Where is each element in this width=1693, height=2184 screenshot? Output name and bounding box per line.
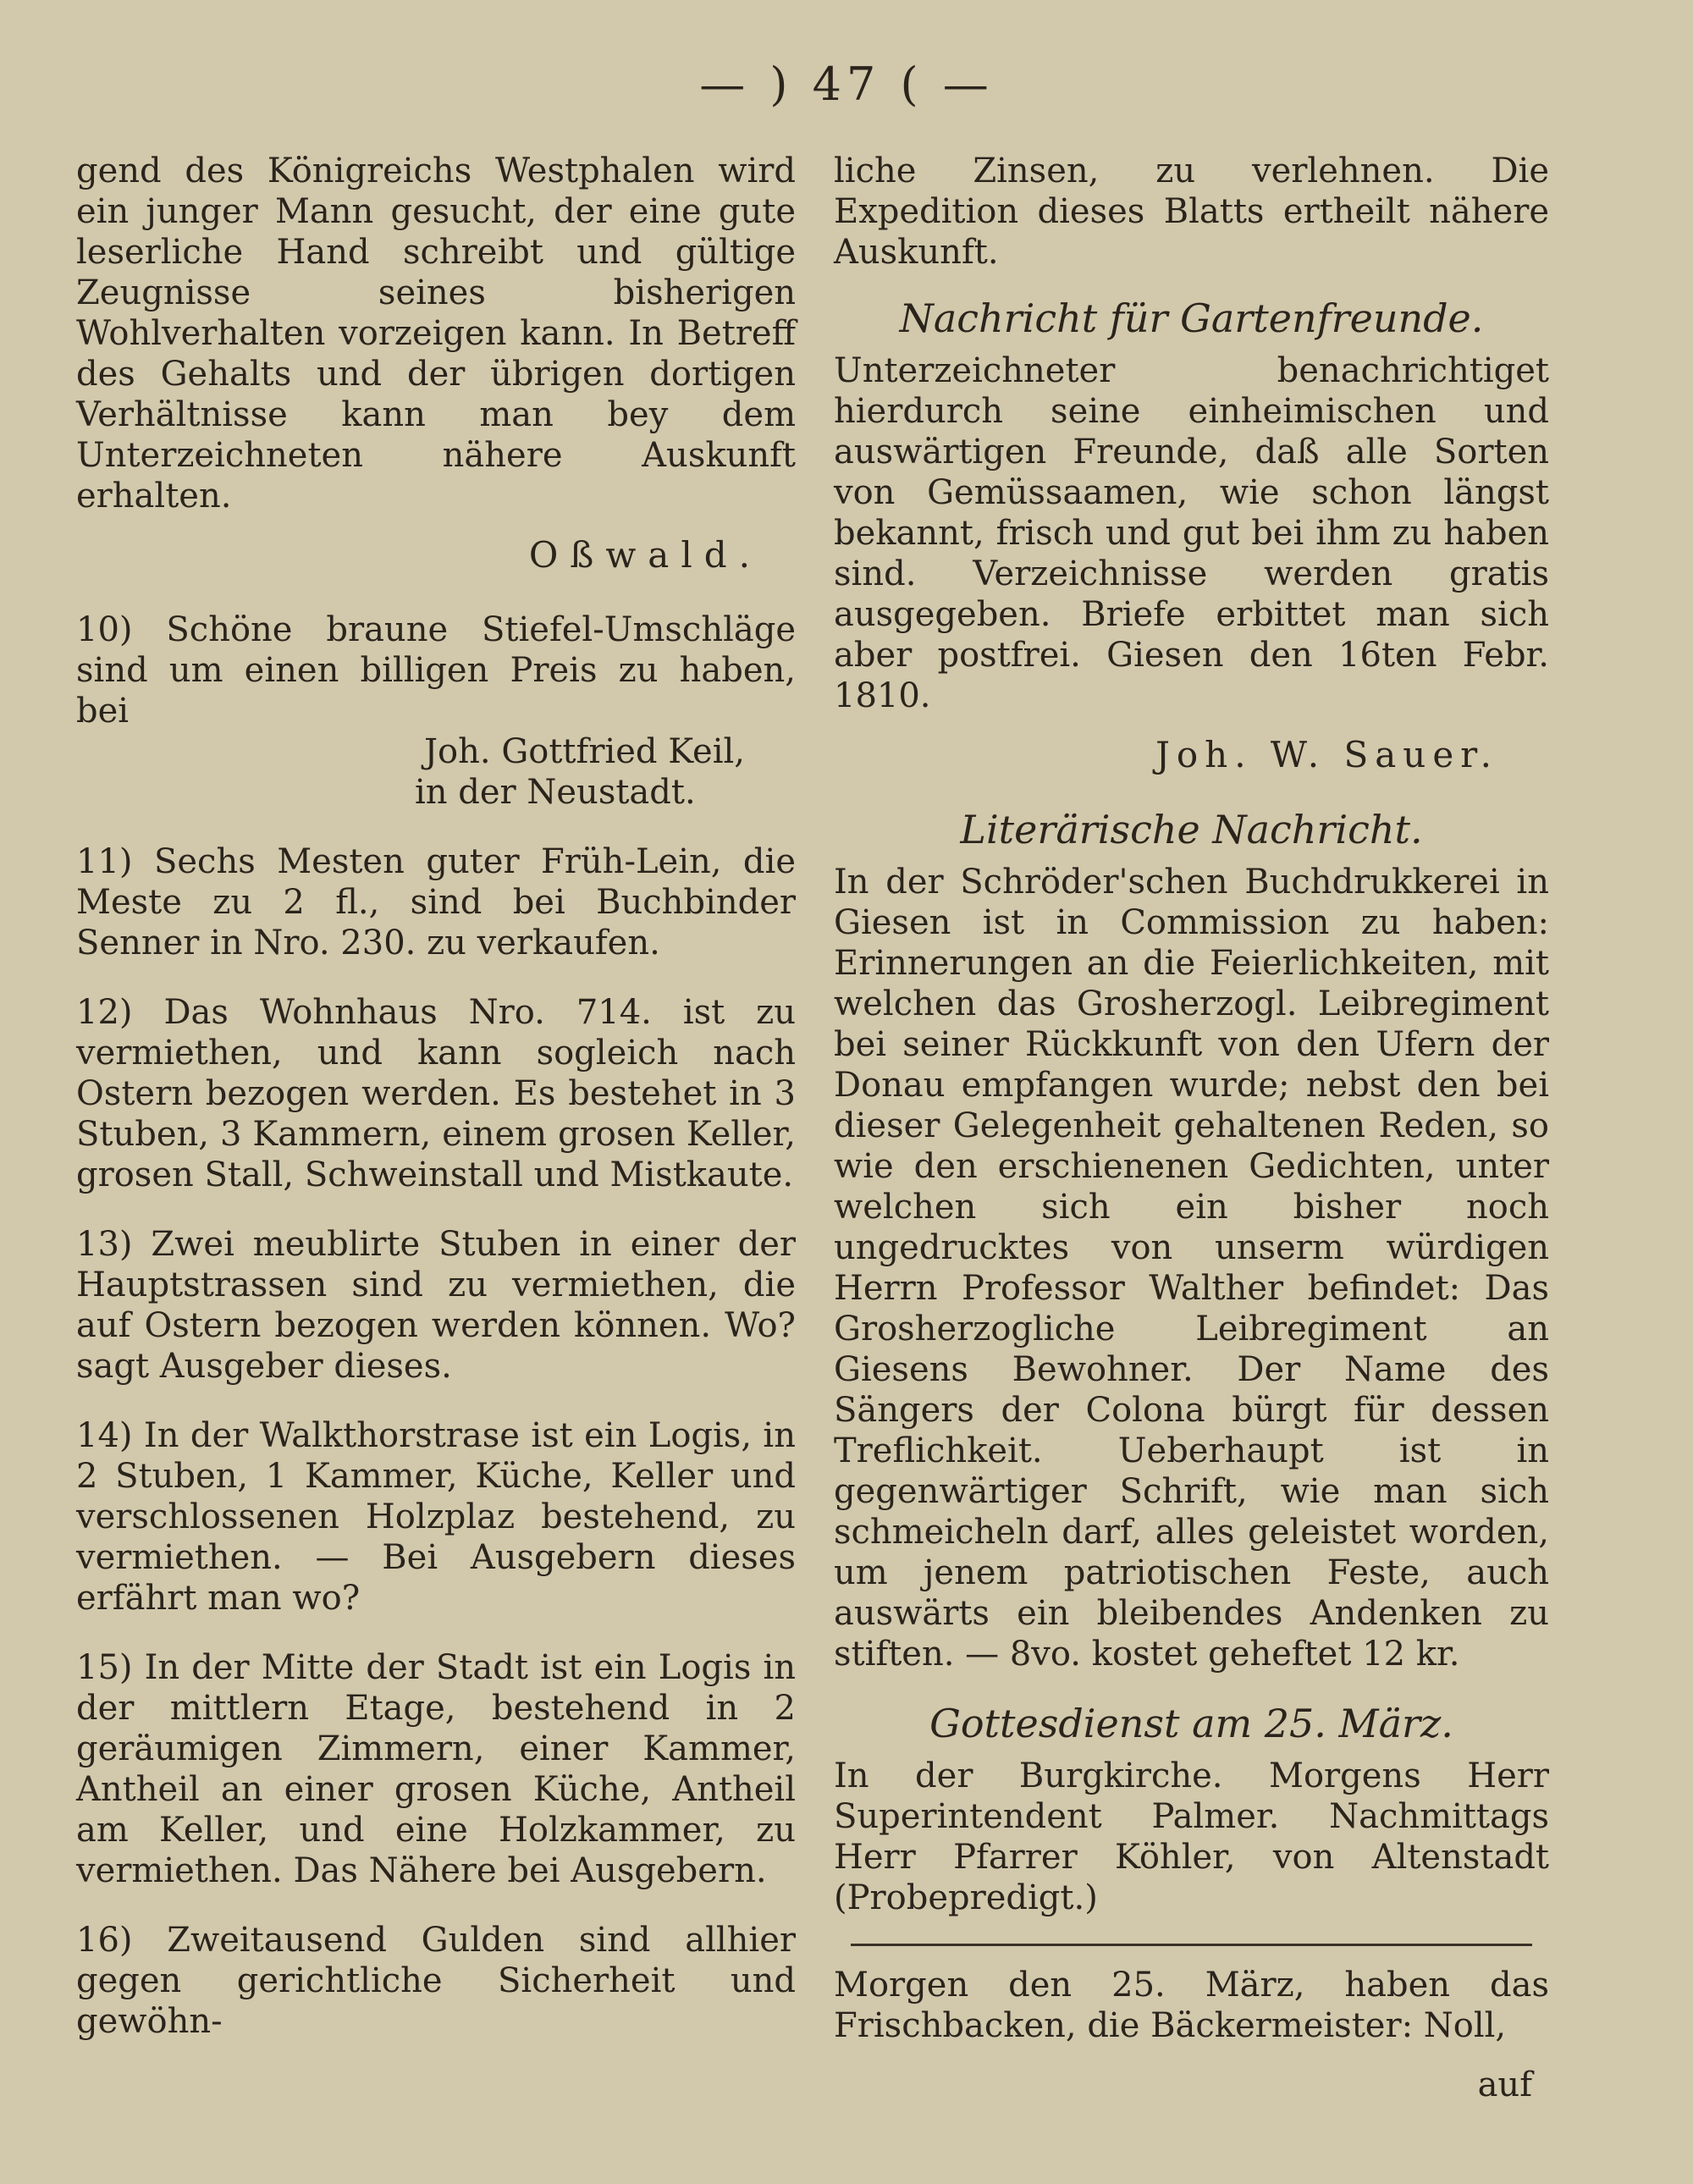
heading-gottesdienst: Gottesdienst am 25. März. — [929, 1701, 1453, 1746]
ad-10-name: Joh. Gottfried Keil, — [424, 732, 745, 771]
ad-12: 12) Das Wohnhaus Nro. 714. ist zu vermiethen, und kann sogleich nach Ostern bezogen werden. Es bestehet in 3 Stuben, 3 Kammern, einem grosen Keller, grosen Stall, Schweinstall und Mistkaute. — [76, 993, 796, 1194]
signature-sauer: Joh. W. Sauer. — [1155, 734, 1498, 775]
notice-service: In der Burgkirche. Morgens Herr Superintendent Palmer. Nachmittags Herr Pfarrer Köhler, von Altenstadt (Probepredigt.) — [834, 1757, 1549, 1917]
ad-10-text: 10) Schöne braune Stiefel-Umschläge sind um einen billigen Preis zu haben, bei — [76, 610, 796, 731]
ad-16-continuation: liche Zinsen, zu verlehnen. Die Expedition dieses Blatts ertheilt nähere Auskunft. — [834, 152, 1549, 272]
page-number-header: — ) 47 ( — — [699, 58, 994, 111]
ad-14: 14) In der Walkthorstrase ist ein Logis, in 2 Stuben, 1 Kammer, Küche, Keller und verschlossenen Holzplaz bestehend, zu vermiethen. — Bei Ausgebern dieses erfährt man wo? — [76, 1416, 796, 1618]
ad-10 — [76, 609, 796, 813]
ad-16: 16) Zweitausend Gulden sind allhier gegen gerichtliche Sicherheit und gewöhn- — [76, 1921, 796, 2041]
signature-oswald: Oßwald. — [528, 534, 762, 576]
right-column — [834, 151, 1549, 2105]
ad-13: 13) Zwei meublirte Stuben in einer der Hauptstrassen sind zu vermiethen, die auf Ostern bezogen werden können. Wo? sagt Ausgeber dieses. — [76, 1225, 796, 1386]
ad-10-place: in der Neustadt. — [415, 773, 696, 812]
heading-gartenfreunde: Nachricht für Gartenfreunde. — [899, 295, 1484, 341]
left-column — [76, 151, 796, 2071]
heading-literary: Literärische Nachricht. — [960, 807, 1423, 852]
ad-11: 11) Sechs Mesten guter Früh-Lein, die Meste zu 2 fl., sind bei Buchbinder Senner in Nro. 230. zu verkaufen. — [76, 842, 796, 962]
ad-15: 15) In der Mitte der Stadt ist ein Logis in der mittlern Etage, bestehend in 2 geräumigen Zimmern, einer Kammer, Antheil an einer grosen Küche, Antheil am Keller, und eine Holzkammer, zu vermiethen. Das Nähere bei Ausgebern. — [76, 1648, 796, 1890]
catchword: auf — [1477, 2065, 1532, 2104]
ad-continuation: gend des Königreichs Westphalen wird ein junger Mann gesucht, der eine gute leserliche Hand schreibt und gültige Zeugnisse seines bisherigen Wohlverhalten vorzeigen kann. In Betreff des Gehalts und der übrigen dortigen Verhältnisse kann man bey dem Unterzeichneten nähere Auskunft erhalten. — [76, 152, 796, 516]
notice-garden: Unterzeichneter benachrichtiget hierdurch seine einheimischen und auswärtigen Freunde, daß alle Sorten von Gemüssaamen, wie schon längst bekannt, frisch und gut bei ihm zu haben sind. Verzeichnisse werden gratis ausgegeben. Briefe erbittet man sich aber postfrei. Giesen den 16ten Febr. 1810. — [834, 351, 1549, 715]
notice-literary: In der Schröder'schen Buchdrukkerei in Giesen ist in Commission zu haben: Erinnerungen an die Feierlichkeiten, mit welchen das Grosherzogl. Leibregiment bei seiner Rückkunft von den Ufern der Donau empfangen wurde; nebst den bei dieser Gelegenheit gehaltenen Reden, so wie den erschienenen Gedichten, unter welchen sich ein bisher noch ungedrucktes von unserm würdigen Herrn Professor Walther befindet: Das Grosherzogliche Leibregiment an Giesens Bewohner. Der Name des Sängers der Colona bürgt für dessen Treflichkeit. Ueberhaupt ist in gegenwärtiger Schrift, wie man sich schmeicheln darf, alles geleistet worden, um jenem patriotischen Feste, auch auswärts ein bleibendes Andenken zu stiften. — 8vo. kostet geheftet 12 kr. — [834, 863, 1549, 1674]
notice-bakers: Morgen den 25. März, haben das Frischbacken, die Bäckermeister: Noll, — [834, 1966, 1549, 2045]
divider-rule — [851, 1944, 1532, 1946]
